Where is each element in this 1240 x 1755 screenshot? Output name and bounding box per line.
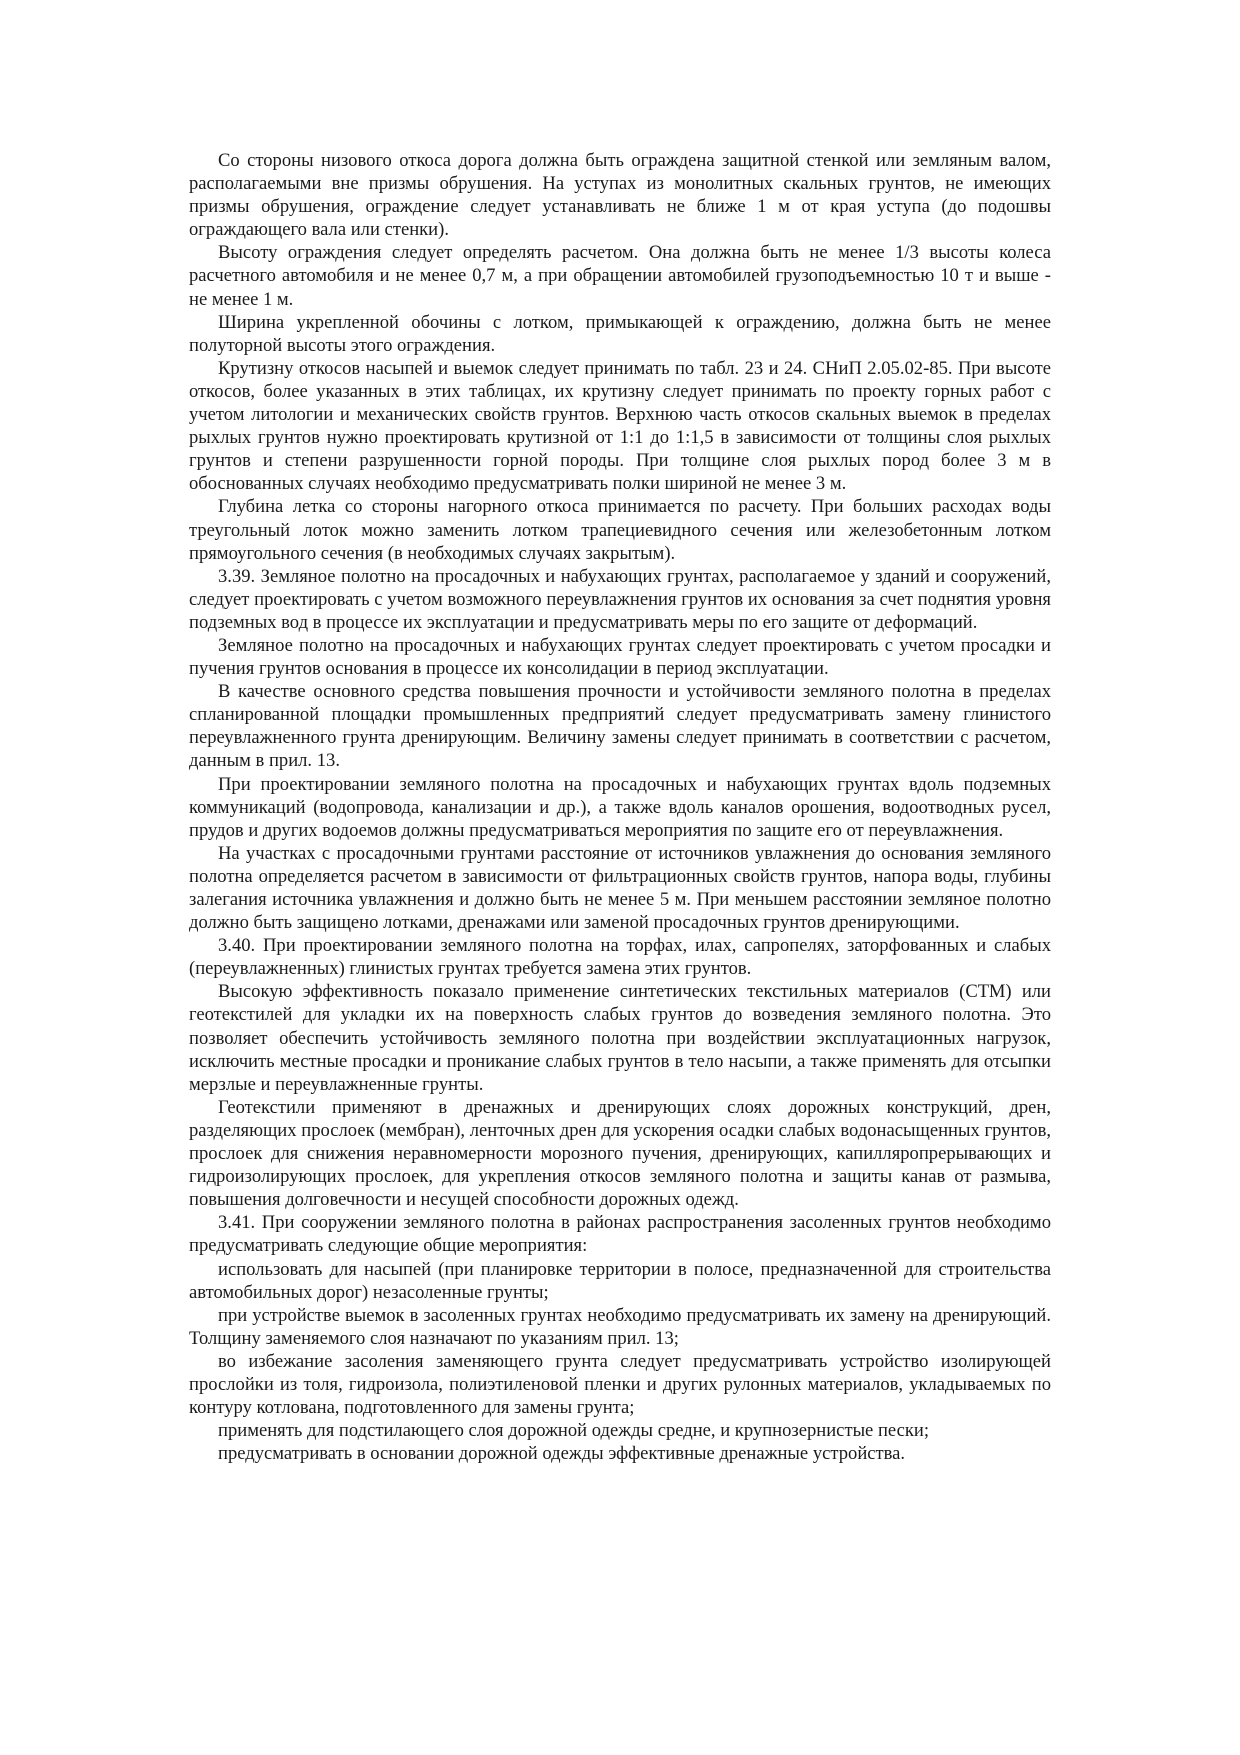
paragraph-8: В качестве основного средства повышения прочности и устойчивости земляного полотна в пределах спланированной площадки промышленных предприятий следует предусматривать замену глинистого переувлажненного грунта дренирующим. Величину замены следует принимать в соответствии с расчетом, данным в прил. 13. — [189, 681, 1051, 772]
paragraph-9: При проектировании земляного полотна на просадочных и набухающих грунтах вдоль подземных коммуникаций (водопровода, канализации и др.), а также вдоль каналов орошения, водоотводных русел, прудов и других водоемов должны предусматриваться мероприятия по защите его от переувлажнения. — [189, 773, 1051, 841]
paragraph-6-section-3-39: 3.39. Земляное полотно на просадочных и набухающих грунтах, располагаемое у зданий и сооружений, следует проектировать с учетом возможного переувлажнения грунтов их основания за счет поднятия уровня подземных вод в процессе их эксплуатации и предусматривать меры по его защите от деформаций. — [189, 565, 1051, 633]
paragraph-4: Крутизну откосов насыпей и выемок следует принимать по табл. 23 и 24. СНиП 2.05.02-85. При высоте откосов, более указанных в этих таблицах, их крутизну следует принимать по проекту горных работ с учетом литологии и механических свойств грунтов. Верхнюю часть откосов скальных выемок в пределах рыхлых грунтов нужно проектировать крутизной от 1:1 до 1:1,5 в зависимости от толщины слоя рыхлых грунтов и степени разрушенности горной породы. При толщине слоя рыхлых пород более 3 м в обоснованных случаях необходимо предусматривать полки шириной не менее 3 м. — [189, 357, 1051, 495]
paragraph-13: Геотекстили применяют в дренажных и дренирующих слоях дорожных конструкций, дрен, разделяющих прослоек (мембран), ленточных дрен для ускорения осадки слабых водонасыщенных грунтов, прослоек для снижения неравномерности морозного пучения, дренирующих, капилляропрерывающих и гидроизолирующих прослоек, для укрепления откосов земляного полотна и защиты канав от размыва, повышения долговечности и несущей способности дорожных одежд. — [189, 1096, 1051, 1211]
list-item-1: использовать для насыпей (при планировке территории в полосе, предназначенной для строительства автомобильных дорог) незасоленные грунты; — [189, 1258, 1051, 1303]
paragraph-11-section-3-40: 3.40. При проектировании земляного полотна на торфах, илах, сапропелях, заторфованных и слабых (переувлажненных) глинистых грунтах требуется замена этих грунтов. — [189, 935, 1051, 980]
paragraph-14-section-3-41: 3.41. При сооружении земляного полотна в районах распространения засоленных грунтов необходимо предусматривать следующие общие мероприятия: — [189, 1212, 1051, 1257]
list-item-5: предусматривать в основании дорожной одежды эффективные дренажные устройства. — [218, 1443, 906, 1465]
document-body — [189, 149, 1051, 1465]
paragraph-2: Высоту ограждения следует определять расчетом. Она должна быть не менее 1/3 высоты колеса расчетного автомобиля и не менее 0,7 м, а при обращении автомобилей грузоподъемностью 10 т и выше - не менее 1 м. — [189, 242, 1051, 310]
list-item-3: во избежание засоления заменяющего грунта следует предусматривать устройство изолирующей прослойки из толя, гидроизола, полиэтиленовой пленки и других рулонных материалов, укладываемых по контуру котлована, подготовленного для замены грунта; — [189, 1350, 1051, 1419]
paragraph-1: Со стороны низового откоса дорога должна быть ограждена защитной стенкой или земляным валом, располагаемыми вне призмы обрушения. На уступах из монолитных скальных грунтов, не имеющих призмы обрушения, ограждение следует устанавливать не ближе 1 м от края уступа (до подошвы ограждающего вала или стенки). — [189, 150, 1051, 241]
list-item-2: при устройстве выемок в засоленных грунтах необходимо предусматривать их замену на дренирующий. Толщину заменяемого слоя назначают по указаниям прил. 13; — [189, 1304, 1051, 1349]
paragraph-12: Высокую эффективность показало применение синтетических текстильных материалов (СТМ) или геотекстилей для укладки их на поверхность слабых грунтов до возведения земляного полотна. Это позволяет обеспечить устойчивость земляного полотна при воздействии эксплуатационных нагрузок, исключить местные просадки и проникание слабых грунтов в тело насыпи, а также применять для отсыпки мерзлые и переувлажненные грунты. — [189, 981, 1051, 1095]
paragraph-3: Ширина укрепленной обочины с лотком, примыкающей к ограждению, должна быть не менее полуторной высоты этого ограждения. — [189, 311, 1051, 356]
list-item-4: применять для подстилающего слоя дорожной одежды средне, и крупнозернистые пески; — [218, 1420, 930, 1442]
paragraph-7: Земляное полотно на просадочных и набухающих грунтах следует проектировать с учетом просадки и пучения грунтов основания в процессе их консолидации в период эксплуатации. — [189, 634, 1051, 680]
paragraph-10: На участках с просадочными грунтами расстояние от источников увлажнения до основания земляного полотна определяется расчетом в зависимости от фильтрационных свойств грунтов, напора воды, глубины залегания источника увлажнения и должно быть не менее 5 м. При меньшем расстоянии земляное полотно должно быть защищено лотками, дренажами или заменой просадочных грунтов дренирующими. — [189, 842, 1051, 934]
paragraph-5: Глубина летка со стороны нагорного откоса принимается по расчету. При больших расходах воды треугольный лоток можно заменить лотком трапециевидного сечения или железобетонным лотком прямоугольного сечения (в необходимых случаях закрытым). — [189, 496, 1051, 564]
